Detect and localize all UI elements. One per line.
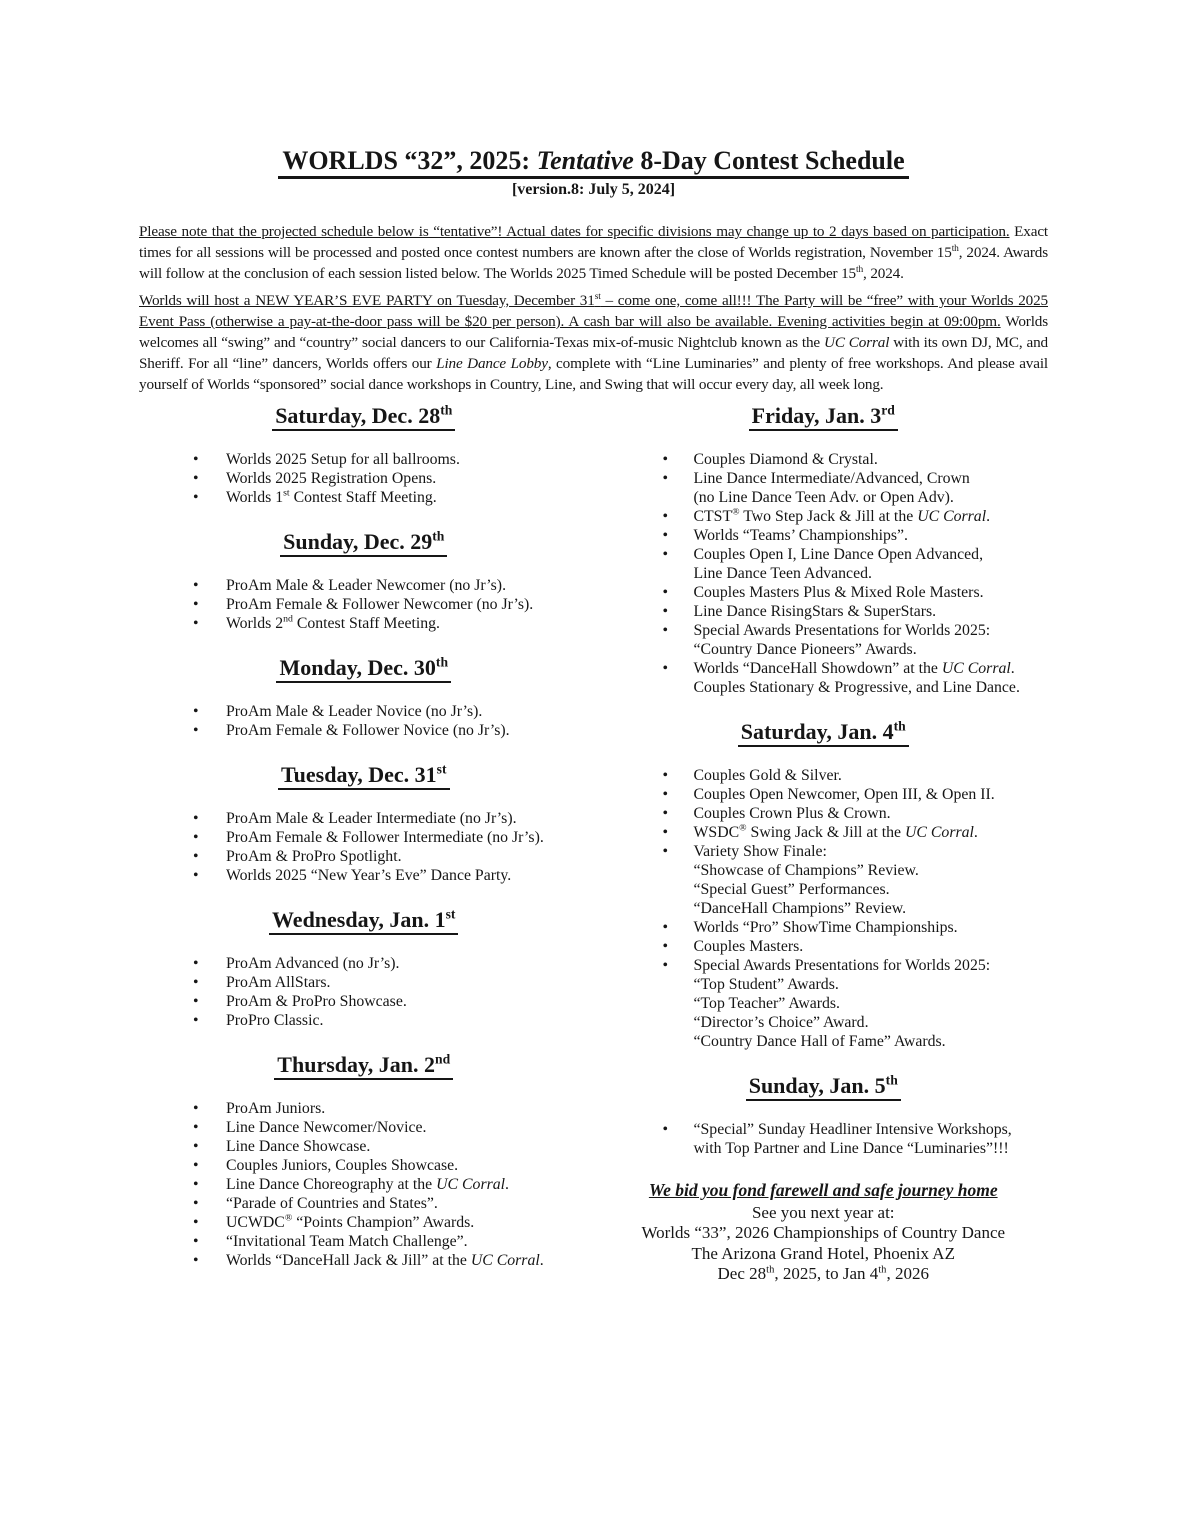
text-run: “Invitational Team Match Challenge”. (226, 1233, 468, 1250)
text-run: , 2024. (863, 265, 904, 282)
schedule-item (139, 702, 589, 721)
schedule-item-line (139, 866, 589, 885)
text-run: Couples Gold & Silver. (693, 767, 842, 784)
text-run: WSDC (693, 824, 740, 841)
text-run: UC Corral (904, 824, 974, 841)
day-section (139, 762, 589, 885)
text-run: Line Dance Teen Advanced. (693, 565, 872, 582)
schedule-columns (139, 403, 1048, 1292)
day-heading-text (278, 762, 450, 790)
version-line: [version.8: July 5, 2024] (511, 181, 676, 198)
schedule-item-line (599, 469, 1049, 488)
schedule-item-line (599, 583, 1049, 602)
schedule-item-line (139, 702, 589, 721)
schedule-item (139, 721, 589, 740)
text-run: Worlds 2025 Setup for all ballrooms. (226, 451, 460, 468)
text-run: th (951, 243, 959, 254)
text-run: ProAm Female & Follower Newcomer (no Jr’s). (226, 596, 534, 613)
text-run: Thursday, Jan. 2 (277, 1052, 436, 1077)
text-run: Couples Juniors, Couples Showcase. (226, 1157, 459, 1174)
text-run: “Special” Sunday Headliner Intensive Workshops, (693, 1121, 1012, 1138)
text-run: Couples Masters Plus & Mixed Role Masters. (693, 584, 984, 601)
day-heading (139, 655, 589, 681)
schedule-item (599, 602, 1049, 621)
text-run: 8-Day Contest Schedule (633, 146, 905, 175)
schedule-item-line (599, 766, 1049, 785)
text-run: ProAm & ProPro Spotlight. (226, 848, 402, 865)
schedule-item (599, 937, 1049, 956)
text-run: UC Corral (941, 660, 1011, 677)
schedule-item-line (139, 1011, 589, 1030)
schedule-item-continuation (599, 564, 1049, 583)
schedule-item (139, 1251, 589, 1270)
day-section (599, 1073, 1049, 1158)
text-run: Contest Staff Meeting. (289, 489, 437, 506)
schedule-item (599, 842, 1049, 918)
text-run: Worlds 2 (226, 615, 284, 632)
text-run: Worlds “33”, 2026 Championships of Country Dance (641, 1223, 1006, 1242)
text-run: Friday, Jan. 3 (751, 403, 882, 428)
day-section (139, 403, 589, 507)
text-run: “Top Teacher” Awards. (693, 995, 840, 1012)
schedule-item (139, 614, 589, 633)
document-title (139, 146, 1048, 176)
party-paragraph (139, 290, 1048, 395)
text-run: Wednesday, Jan. 1 (272, 907, 446, 932)
text-run: “DanceHall Champions” Review. (693, 900, 907, 917)
day-heading (599, 719, 1049, 745)
schedule-item-line (139, 450, 589, 469)
schedule-item (139, 866, 589, 885)
text-run: Contest Staff Meeting. (292, 615, 441, 632)
schedule-item-continuation (599, 488, 1049, 507)
text-run: ® (284, 1212, 293, 1224)
schedule-item (139, 973, 589, 992)
day-heading-text (272, 403, 455, 431)
schedule-item-continuation (599, 880, 1049, 899)
schedule-item (139, 809, 589, 828)
text-run: th (432, 528, 445, 544)
text-run: ProAm Male & Leader Newcomer (no Jr’s). (226, 577, 507, 594)
schedule-item-line (139, 1232, 589, 1251)
day-section (139, 1052, 589, 1270)
farewell-line (599, 1180, 1049, 1201)
schedule-item (139, 469, 589, 488)
text-run: Couples Diamond & Crystal. (693, 451, 878, 468)
schedule-item (599, 545, 1049, 583)
text-run: CTST (693, 508, 733, 525)
text-run: . (539, 1252, 544, 1269)
text-run: Line Dance Newcomer/Novice. (226, 1119, 427, 1136)
schedule-item-line (139, 1118, 589, 1137)
schedule-item-continuation (599, 1139, 1049, 1158)
text-run: Line Dance Lobby (436, 355, 548, 372)
schedule-item-line (599, 507, 1049, 526)
schedule-item-line (139, 469, 589, 488)
text-run: Worlds 2025 “New Year’s Eve” Dance Party. (226, 867, 512, 884)
text-run: Please note that the projected schedule below is “tentative”! Actual dates for specific divisions may change up to 2 days based on participation. (139, 223, 1010, 240)
schedule-item-line (139, 992, 589, 1011)
day-heading (139, 403, 589, 429)
schedule-item-line (139, 809, 589, 828)
schedule-item (599, 469, 1049, 507)
text-run: Couples Masters. (693, 938, 804, 955)
schedule-item-line (599, 823, 1049, 842)
text-run: – come one, come all!!! The Party will be “free” with your Worlds 2025 Event Pass (otherwise a pay-at-the-door pass will be $20 per person). A cash bar will also be available. Evening activities begin at 09:00pm. (139, 292, 1048, 330)
text-run: Line Dance Choreography at the (226, 1176, 437, 1193)
text-run: WORLDS “32”, 2025: (282, 146, 537, 175)
day-heading (599, 1073, 1049, 1099)
text-run: th (885, 1072, 898, 1088)
schedule-item-line (599, 785, 1049, 804)
day-section (139, 529, 589, 633)
text-run: ProAm Male & Leader Novice (no Jr’s). (226, 703, 483, 720)
schedule-item (139, 1099, 589, 1118)
text-run: UCWDC (226, 1214, 285, 1231)
text-run: ProAm Female & Follower Novice (no Jr’s). (226, 722, 510, 739)
text-run: ProAm & ProPro Showcase. (226, 993, 407, 1010)
day-heading (139, 907, 589, 933)
text-run: Saturday, Jan. 4 (740, 719, 894, 744)
text-run: Worlds “DanceHall Jack & Jill” at the (226, 1252, 471, 1269)
text-run: “Points Champion” Awards. (292, 1214, 475, 1231)
schedule-item-continuation (599, 861, 1049, 880)
schedule-item (599, 785, 1049, 804)
text-run: Exact times for all sessions will be processed and posted once contest numbers are known after the close of Worlds registration, November 15 (139, 223, 1048, 261)
day-heading-text (274, 1052, 453, 1080)
schedule-item (139, 1118, 589, 1137)
day-section (139, 907, 589, 1030)
text-run: Dec 28 (717, 1264, 767, 1283)
schedule-item-line (599, 1120, 1049, 1139)
text-run: Saturday, Dec. 28 (275, 403, 441, 428)
text-run: “Country Dance Pioneers” Awards. (693, 641, 917, 658)
text-run: , 2025, to Jan 4 (774, 1264, 879, 1283)
text-run: “Special Guest” Performances. (693, 881, 890, 898)
text-run: Worlds 1 (226, 489, 284, 506)
schedule-item (599, 659, 1049, 697)
text-run: ProAm Advanced (no Jr’s). (226, 955, 400, 972)
text-run: nd (283, 613, 293, 625)
text-run: Tentative (536, 146, 634, 175)
schedule-item-line (139, 488, 589, 507)
schedule-item-continuation (599, 994, 1049, 1013)
day-items (139, 576, 589, 633)
text-run: . (1010, 660, 1015, 677)
text-run: Line Dance Intermediate/Advanced, Crown (693, 470, 970, 487)
schedule-item-line (599, 621, 1049, 640)
schedule-item-line (139, 614, 589, 633)
schedule-item (139, 1194, 589, 1213)
closing-line (599, 1264, 1049, 1285)
day-heading-text (738, 719, 909, 747)
schedule-column-right (599, 403, 1049, 1292)
schedule-item-line (599, 918, 1049, 937)
text-run: ProAm Male & Leader Intermediate (no Jr’s). (226, 810, 517, 827)
text-run: Line Dance Showcase. (226, 1138, 371, 1155)
text-run: Swing Jack & Jill at the (746, 824, 905, 841)
text-run: The Arizona Grand Hotel, Phoenix AZ (691, 1243, 955, 1263)
text-run: “Director’s Choice” Award. (693, 1014, 869, 1031)
schedule-item-line (599, 450, 1049, 469)
text-run: Couples Stationary & Progressive, and Line Dance. (693, 679, 1020, 696)
day-heading-text (746, 1073, 901, 1101)
schedule-item (139, 488, 589, 507)
day-items (139, 1099, 589, 1270)
schedule-item-line (599, 526, 1049, 545)
schedule-item-line (599, 602, 1049, 621)
text-run: Worlds “Teams’ Championships”. (693, 527, 908, 544)
schedule-item (139, 954, 589, 973)
schedule-item (599, 1120, 1049, 1158)
text-run: Special Awards Presentations for Worlds 2025: (693, 622, 991, 639)
schedule-item (139, 992, 589, 1011)
schedule-item (599, 766, 1049, 785)
text-run: . (505, 1176, 509, 1193)
schedule-item (599, 918, 1049, 937)
text-run: Couples Open I, Line Dance Open Advanced, (693, 546, 984, 563)
text-run: “Top Student” Awards. (693, 976, 839, 993)
day-heading (139, 1052, 589, 1078)
text-run: ProPro Classic. (226, 1012, 324, 1029)
schedule-item-line (599, 545, 1049, 564)
text-run: . (986, 508, 991, 525)
schedule-item-line (139, 1251, 589, 1270)
schedule-item-continuation (599, 899, 1049, 918)
text-run: UC Corral (917, 508, 987, 525)
schedule-item (599, 526, 1049, 545)
schedule-item-continuation (599, 678, 1049, 697)
day-items (599, 766, 1049, 1051)
text-run: Variety Show Finale: (693, 843, 827, 860)
schedule-item (139, 450, 589, 469)
text-run: ProAm AllStars. (226, 974, 331, 991)
text-run: Line Dance RisingStars & SuperStars. (693, 603, 937, 620)
day-items (139, 809, 589, 885)
schedule-item (139, 847, 589, 866)
schedule-item-continuation (599, 1013, 1049, 1032)
day-items (139, 450, 589, 507)
day-items (599, 1120, 1049, 1158)
text-run: We bid you fond farewell and safe journey home (648, 1180, 998, 1200)
schedule-item-line (139, 1194, 589, 1213)
closing-block (599, 1180, 1049, 1285)
text-run: Sunday, Dec. 29 (283, 529, 433, 554)
day-section (599, 403, 1049, 697)
schedule-item (139, 595, 589, 614)
text-run: , 2026 (886, 1264, 929, 1283)
text-run: with its own DJ, MC, and Sheriff. For all “line” dancers, Worlds offers our (139, 334, 1048, 372)
text-run: st (594, 291, 601, 302)
text-run: “Parade of Countries and States”. (226, 1195, 438, 1212)
schedule-item (599, 583, 1049, 602)
schedule-item-line (139, 595, 589, 614)
text-run: Worlds “Pro” ShowTime Championships. (693, 919, 958, 936)
text-run: th (766, 1264, 775, 1276)
text-run: (no Line Dance Teen Adv. or Open Adv). (693, 489, 954, 506)
text-run: , 2024. Awards will follow at the conclusion of each session listed below. The Worlds 2025 Timed Schedule will be posted December 15 (139, 244, 1049, 282)
text-run: st (283, 487, 290, 499)
schedule-item (599, 507, 1049, 526)
schedule-item (139, 1213, 589, 1232)
schedule-column-left (139, 403, 589, 1292)
text-run: UC Corral (470, 1252, 540, 1269)
schedule-item (139, 828, 589, 847)
closing-line (599, 1203, 1049, 1224)
schedule-item-continuation (599, 975, 1049, 994)
schedule-item (139, 576, 589, 595)
schedule-item (599, 804, 1049, 823)
schedule-item-line (139, 576, 589, 595)
text-run: Special Awards Presentations for Worlds 2025: (693, 957, 991, 974)
schedule-item-line (139, 954, 589, 973)
schedule-item-line (599, 956, 1049, 975)
day-section (139, 655, 589, 740)
text-run: UC Corral (824, 334, 890, 351)
text-run: Sunday, Jan. 5 (748, 1073, 886, 1098)
day-heading-text (276, 655, 451, 683)
schedule-item (139, 1232, 589, 1251)
schedule-item-continuation (599, 640, 1049, 659)
schedule-item-line (139, 1213, 589, 1232)
closing-line (599, 1223, 1049, 1244)
schedule-item-line (599, 842, 1049, 861)
text-run: Monday, Dec. 30 (279, 655, 436, 680)
text-run: ProAm Female & Follower Intermediate (no Jr’s). (226, 829, 544, 846)
day-items (599, 450, 1049, 697)
day-heading-text (280, 529, 447, 557)
text-run: nd (435, 1051, 451, 1067)
schedule-item (599, 956, 1049, 1051)
text-run: st (445, 906, 456, 922)
schedule-item-line (139, 847, 589, 866)
text-run: st (436, 761, 447, 777)
day-heading (139, 529, 589, 555)
schedule-item (599, 621, 1049, 659)
schedule-item-line (599, 937, 1049, 956)
text-run: Worlds “DanceHall Showdown” at the (693, 660, 942, 677)
day-items (139, 954, 589, 1030)
schedule-item-line (139, 1175, 589, 1194)
schedule-item (139, 1175, 589, 1194)
schedule-item-line (599, 804, 1049, 823)
closing-line (599, 1244, 1049, 1265)
schedule-item (599, 450, 1049, 469)
text-run: Couples Crown Plus & Crown. (693, 805, 891, 822)
schedule-item (139, 1011, 589, 1030)
document-title-text (278, 146, 908, 179)
text-run: Tuesday, Dec. 31 (281, 762, 437, 787)
day-heading-text (269, 907, 458, 935)
schedule-item-line (139, 721, 589, 740)
intro-paragraph (139, 221, 1048, 284)
schedule-item-line (139, 1137, 589, 1156)
text-run: ® (739, 822, 747, 834)
text-run: UC Corral (436, 1176, 506, 1193)
day-items (139, 702, 589, 740)
schedule-item (139, 1156, 589, 1175)
text-run: ProAm Juniors. (226, 1100, 326, 1117)
text-run: rd (881, 402, 895, 418)
day-heading (139, 762, 589, 788)
day-section (599, 719, 1049, 1051)
text-run: th (856, 264, 864, 275)
text-run: th (893, 718, 906, 734)
text-run: See you next year at: (751, 1202, 895, 1222)
text-run: th (878, 1264, 887, 1276)
schedule-item (599, 823, 1049, 842)
text-run: “Country Dance Hall of Fame” Awards. (693, 1033, 946, 1050)
text-run: th (440, 402, 453, 418)
text-run: Worlds welcomes all “swing” and “country” social dancers to our California-Texas mix-of-music Nightclub known as the (139, 313, 1048, 351)
schedule-item-line (139, 1156, 589, 1175)
text-run: with Top Partner and Line Dance “Luminaries”!!! (693, 1140, 1009, 1157)
text-run: . (973, 824, 978, 841)
schedule-item-line (139, 973, 589, 992)
text-run: Worlds will host a NEW YEAR’S EVE PARTY on Tuesday, December 31 (139, 292, 595, 309)
text-run: Couples Open Newcomer, Open III, & Open II. (693, 786, 995, 803)
schedule-item-continuation (599, 1032, 1049, 1051)
day-heading-text (749, 403, 898, 431)
schedule-item-line (599, 659, 1049, 678)
schedule-item-line (139, 828, 589, 847)
text-run: “Showcase of Champions” Review. (693, 862, 919, 879)
schedule-item (139, 1137, 589, 1156)
schedule-item-line (139, 1099, 589, 1118)
text-run: Two Step Jack & Jill at the (739, 508, 918, 525)
day-heading (599, 403, 1049, 429)
text-run: ® (732, 506, 740, 518)
text-run: , complete with “Line Luminaries” and plenty of free workshops. And please avail yourself of Worlds “sponsored” social dance workshops in Country, Line, and Swing that will occur every day, all week long. (139, 355, 1048, 393)
text-run: th (435, 654, 449, 670)
text-run: Worlds 2025 Registration Opens. (226, 470, 437, 487)
